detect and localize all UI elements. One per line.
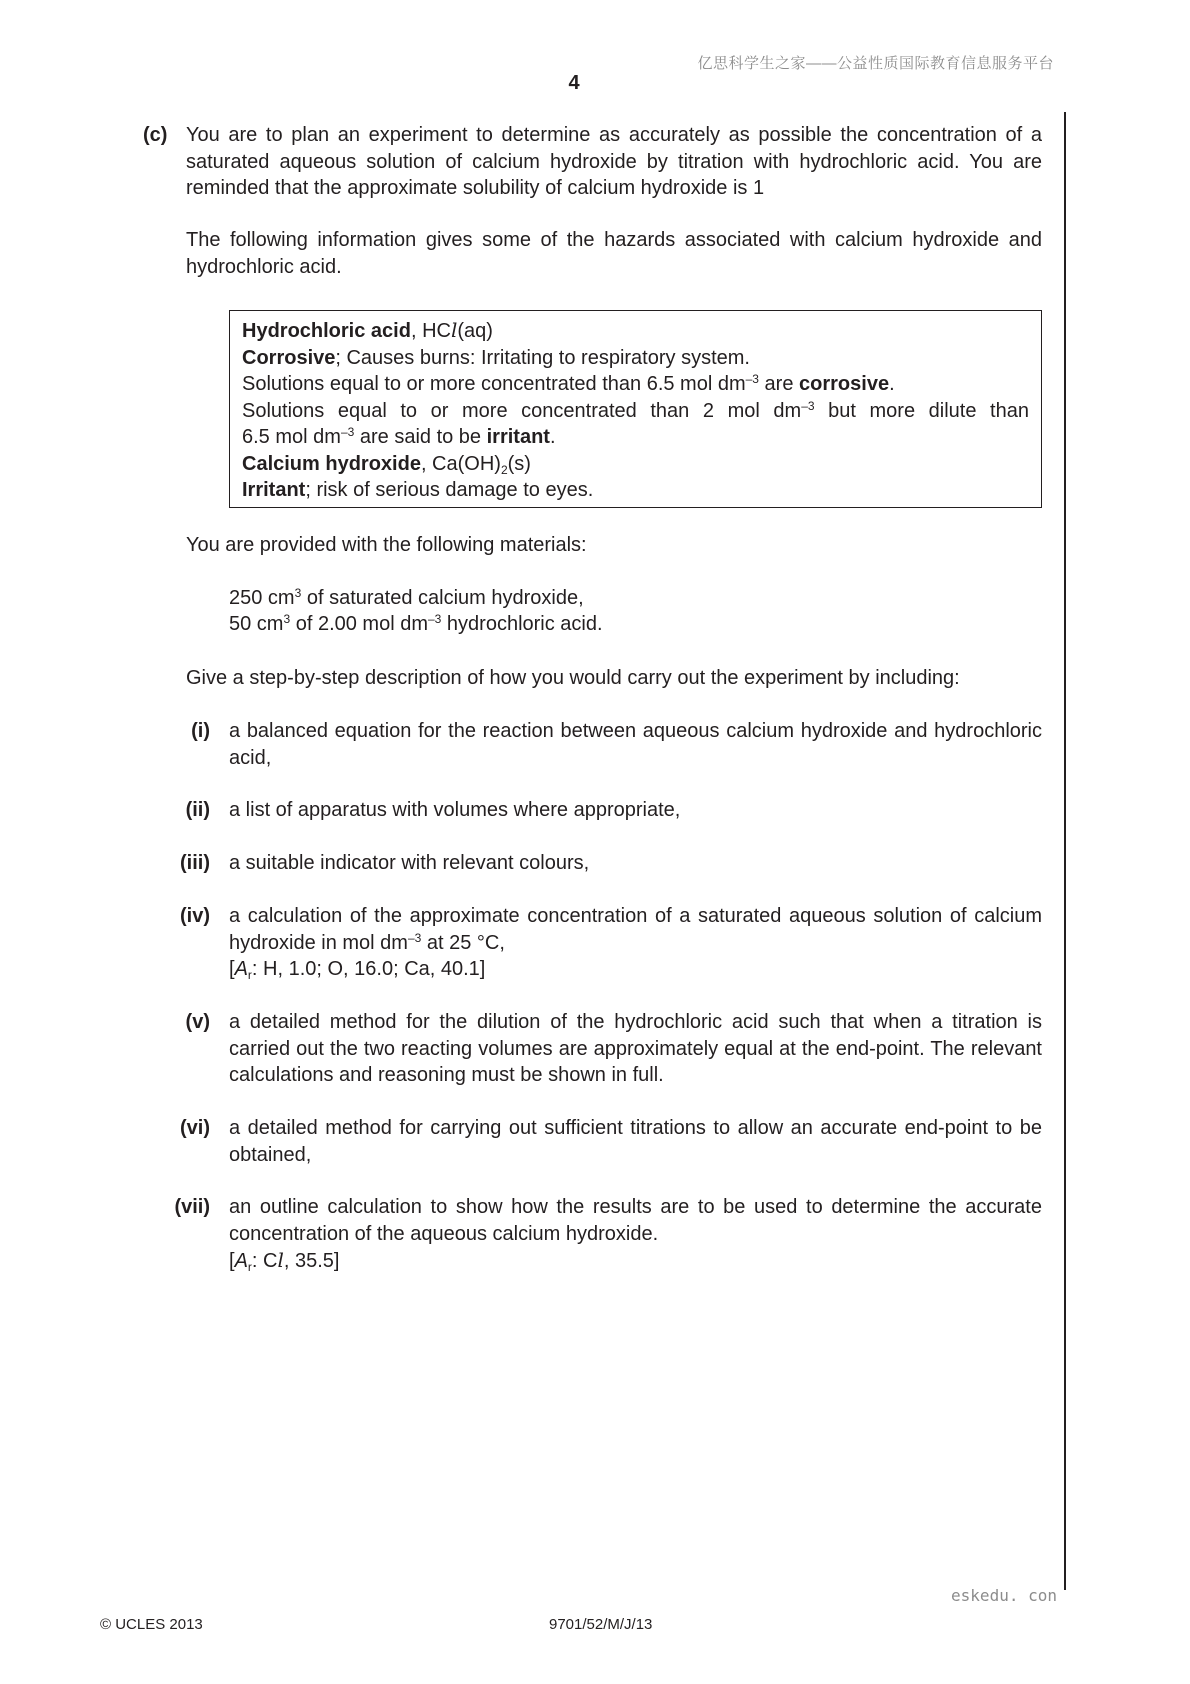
part-text: an outline calculation to show how the results are to be used to determine the accurate concentration of the aqueous calcium hydroxide. [$A_r$: Cl, 35.5]: [229, 1196, 1042, 1274]
hazard-intro: The following information gives some of the hazards associated with calcium hydroxide and hydrochloric acid.: [186, 229, 1042, 278]
caoh-heading: Calcium hydroxide, $Ca(OH)_2(s)$: [242, 452, 531, 477]
part-text: a list of apparatus with volumes where appropriate,: [229, 799, 681, 821]
hcl-hazard: Corrosive; Causes burns: Irritating to respiratory system.: [242, 346, 750, 369]
question-label: (c): [143, 124, 168, 146]
header-watermark: 亿思科学生之家——公益性质国际教育信息服务平台: [697, 55, 1054, 72]
part-label: (ii): [185, 799, 210, 821]
footer-copyright: © UCLES 2013: [100, 1616, 203, 1633]
part-label: (iii): [180, 852, 210, 874]
material-item: 250 $cm^3$ of saturated calcium hydroxide,: [229, 586, 584, 609]
caoh-hazard: Irritant; risk of serious damage to eyes.: [242, 479, 594, 501]
part-label: (vi): [180, 1117, 210, 1139]
hcl-corrosive-line: Solutions equal to or more concentrated than 6.5 mol $dm^{-3}$ are corrosive.: [242, 372, 895, 395]
part-text: a suitable indicator with relevant colours,: [229, 852, 590, 874]
part-text: a detailed method for the dilution of the hydrochloric acid such that when a titration is carried out the two reacting volumes are approximately equal at the end-point. The relevant calculations and reasoning must be shown in full.: [229, 1011, 1042, 1086]
material-item: 50 $cm^3$ of 2.00 mol $dm^{-3}$ hydrochloric acid.: [229, 612, 603, 635]
instruction: Give a step-by-step description of how you would carry out the experiment by including:: [186, 667, 960, 689]
part-label: (vii): [174, 1196, 210, 1218]
part-label: (i): [191, 720, 210, 742]
intro-paragraph: You are to plan an experiment to determine as accurately as possible the concentration of a saturated aqueous solution of calcium hydroxide by titration with hydrochloric acid. You are reminded that the approximate solubility of calcium hydroxide is 1: [186, 124, 1042, 199]
hazard-box: [229, 310, 1042, 508]
hcl-heading: Hydrochloric acid, HCl(aq): [242, 318, 493, 342]
part-text: a calculation of the approximate concentration of a saturated aqueous solution of calcium hydroxide in mol $dm^{-3}$ at 25 °C, [$A_r$: H, 1.0; O, 16.0; Ca, 40.1]: [229, 905, 1042, 982]
materials-intro: You are provided with the following materials:: [186, 534, 587, 556]
part-label: (v): [185, 1011, 210, 1033]
hcl-irritant-line-2: 6.5 mol $dm^{-3}$ are said to be irritant.: [242, 425, 556, 448]
part-text: a detailed method for carrying out sufficient titrations to allow an accurate end-point to be obtained,: [229, 1117, 1042, 1166]
footer-code: 9701/52/M/J/13: [549, 1616, 653, 1633]
part-label: (iv): [180, 905, 210, 927]
margin-line: [1064, 112, 1066, 1590]
page-number: 4: [568, 72, 580, 94]
part-text: a balanced equation for the reaction between aqueous calcium hydroxide and hydrochloric acid,: [229, 720, 1042, 769]
footer-watermark: eskedu. con: [951, 1586, 1057, 1605]
hcl-irritant-line: Solutions equal to or more concentrated than 2 mol $dm^{-3}$ but more dilute than: [242, 398, 1029, 422]
